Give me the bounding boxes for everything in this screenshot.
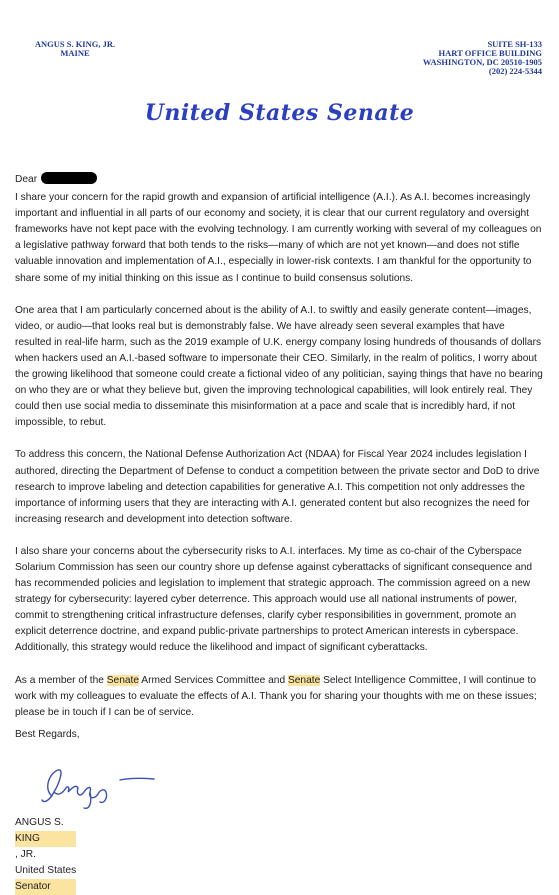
senator-state-line: MAINE [60, 48, 90, 58]
redacted-name [41, 172, 97, 184]
letter-body [15, 172, 543, 737]
signer-title [15, 863, 76, 895]
letterhead-senator-name [20, 40, 130, 58]
address-phone: (202) 224-5344 [488, 66, 542, 76]
signature-block [15, 815, 76, 895]
paragraph-5-text-b: Armed Services Committee and [139, 674, 288, 686]
paragraph-5-text-a: As a member of the [15, 674, 107, 686]
signer-name-suffix: , JR. [15, 849, 36, 860]
highlight-king: KING [15, 831, 76, 847]
address-building: HART OFFICE BUILDING [438, 48, 542, 58]
signer-name-first: ANGUS S. [15, 817, 64, 828]
paragraph-1: I share your concern for the rapid growth and expansion of artificial intelligence (A.I.). As A.I. becomes increasingly important and influential in all parts of our economy and society, it is clear that our current regulatory and oversight frameworks have not kept pace with the evolving technology. I am currently working with several of my colleagues on a legislative pathway forward that both tends to the risks—many of which are not yet known—and does not stifle valuable innovation and implementation of A.I., especially in lower-risk contexts. I am thankful for the opportunity to share some of my initial thinking on this issue as I continue to build consensus solutions. [15, 192, 542, 284]
paragraph-4: I also share your concerns about the cybersecurity risks to A.I. interfaces. My time as co-chair of the Cyberspace Solarium Commission has seen our country shore up defense against cyberattacks of significant consequence and has recommended policies and legislation to implement that strategic approach. The commission agreed on a new strategy for cybersecurity: layered cyber deterrence. This approach would use all national instruments of power, commit to strengthening critical infrastructure defenses, clarify cyber responsibilities in government, promote an explicit deterrence doctrine, and expand public-private partnerships to protect American interests in cyberspace. Additionally, this strategy would reduce the likelihood and impact of significant cyberattacks. [15, 545, 533, 654]
senate-letterhead-title: United States Senate [144, 100, 415, 126]
paragraph-5-text-c: Select Intelligence Committee, I will continue to work with my colleagues to evaluate the effects of A.I. Thank you for sharing your thoughts with me on these issues; please be in touch if I can be of service. [15, 674, 537, 718]
paragraph-3: To address this concern, the National Defense Authorization Act (NDAA) for Fiscal Year 2024 includes legislation I authored, directing the Department of Defense to conduct a competition between the private sector and DoD to drive research to improve labeling and detection capabilities for generative A.I. This competition not only addresses the importance of informing users that they are interacting with A.I. generated content but also recognizes the need for increasing research and development into detection software. [15, 449, 540, 525]
address-suite: SUITE SH-133 [487, 39, 542, 49]
highlight-senator: Senator [15, 879, 76, 895]
signer-name [15, 815, 76, 863]
highlight-senate: Senate [287, 674, 321, 686]
salutation-text: Dear [15, 174, 38, 185]
paragraph-2: One area that I am particularly concerned about is the ability of A.I. to swiftly and easily generate content—images, video, or audio—that looks real but is demonstrably false. We have already seen several examples that have resulted in real-life harm, such as the 2019 example of U.K. energy company losing hundreds of thousands of dollars when hackers used an A.I.-based software to impersonate their CEO. Similarly, in the realm of politics, I worry about the growing likelihood that someone could create a fictional video of any politician, saying things that have no bearing on who they are or what they believe but, given the improving technological capabilities, will look entirely real. They could then use social media to disseminate this misinformation at a pace and scale that is incredibly hard, if not impossible, to rebut. [15, 304, 543, 429]
signer-title-prefix: United States [15, 865, 77, 876]
paragraph-5 [15, 673, 543, 721]
letterhead-address [382, 40, 542, 76]
address-city: WASHINGTON, DC 20510-1905 [422, 57, 542, 67]
handwritten-signature [30, 752, 190, 814]
closing: Best Regards, [15, 729, 80, 740]
salutation [15, 172, 543, 188]
senator-name-line: ANGUS S. KING, JR. [34, 39, 116, 49]
highlight-senate: Senate [106, 674, 140, 686]
